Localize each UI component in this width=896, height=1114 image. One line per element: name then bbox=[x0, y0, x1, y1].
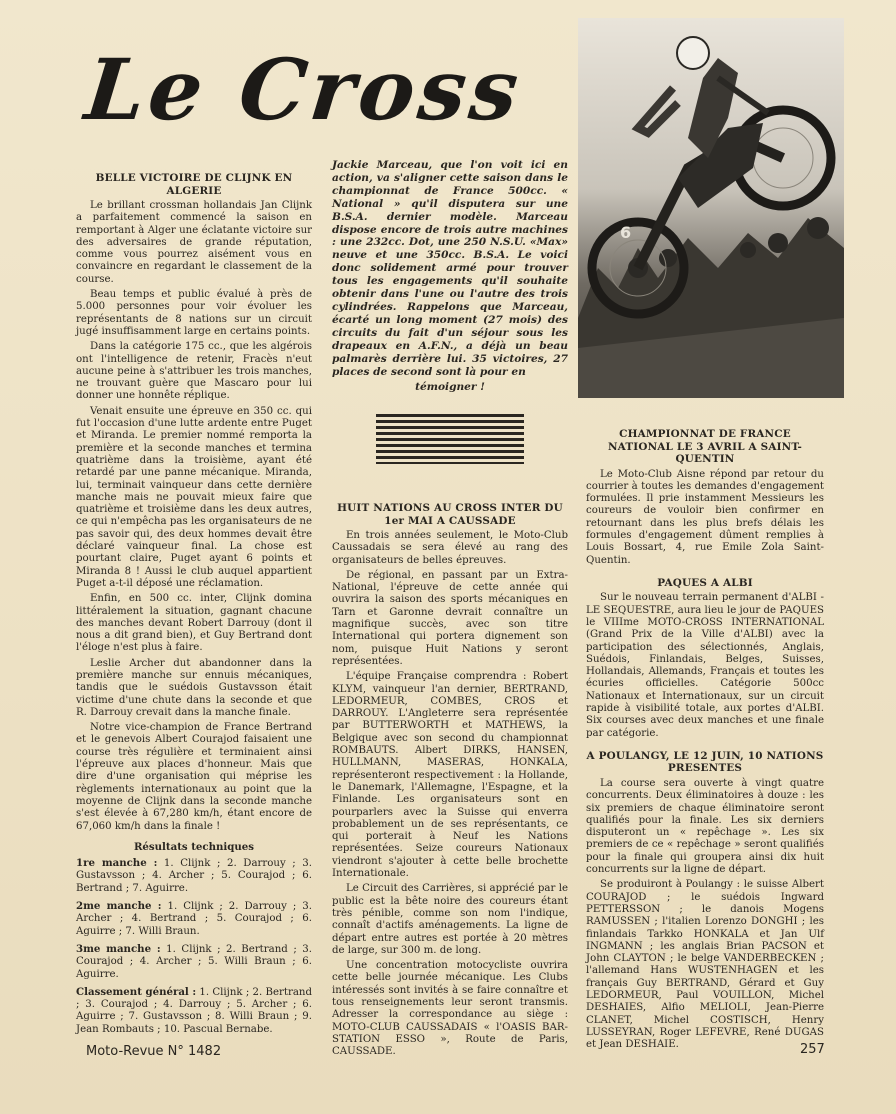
heading-algerie: BELLE VICTOIRE DE CLIJNK EN ALGERIE bbox=[95, 172, 293, 197]
heading-caussade: HUIT NATIONS AU CROSS INTER DU 1er MAI A CAUSSADE bbox=[337, 502, 563, 527]
heading-saint-quentin: CHAMPIONNAT DE FRANCE NATIONAL LE 3 AVRIL A SAINT-QUENTIN bbox=[607, 428, 803, 465]
results-list bbox=[76, 857, 312, 1036]
paragraph: Leslie Archer dut abandonner dans la première manche sur ennuis mécaniques, tandis que le suédois Gustavsson était victime d'une chute dans la seconde et que R. Darrouy crevait dans la manche finale. bbox=[76, 657, 312, 718]
result-text: 1. Clijnk ; 2. Darrouy ; 3. Archer ; 4. Bertrand ; 5. Courajod ; 6. Aguirre ; 7. Willi Braun. bbox=[76, 901, 312, 937]
result-label: 3me manche : bbox=[76, 942, 161, 955]
result-label: Classement général : bbox=[76, 985, 197, 998]
result-text: 1. Clijnk ; 2. Darrouy ; 3. Gustavsson ; 4. Archer ; 5. Courajod ; 6. Bertrand ; 7. Aguirre. bbox=[76, 858, 312, 894]
result-row bbox=[76, 900, 312, 938]
heading-poulangy: A POULANGY, LE 12 JUIN, 10 NATIONS PRESENTES bbox=[586, 749, 824, 775]
photo-caption bbox=[332, 159, 568, 397]
publication-footer: Moto-Revue N° 1482 bbox=[86, 1044, 222, 1059]
decorative-stripes bbox=[376, 414, 524, 464]
paragraph: Venait ensuite une épreuve en 350 cc. qui fut l'occasion d'une lutte ardente entre Puget et Miranda. Le premier nommé remporta la première et la seconde manches et termina quatrième dans la troisième, ayant été retardé par une panne mécanique. Miranda, lui, terminait vainqueur dans cette dernière manche mais ne pouvait mieux faire que quatrième et troisième dans les deux autres, ce qui n'empêcha pas les organisateurs de ne pas savoir qui, des deux hommes devait être déclaré vainqueur final. La chose est pourtant claire, Puget ayant 6 points et Miranda 8 ! Aussi le club auquel appartient Puget a-t-il déposé une réclamation. bbox=[76, 405, 312, 589]
result-label: 2me manche : bbox=[76, 900, 162, 913]
paragraph: De régional, en passant par un Extra-National, l'épreuve de cette année qui ouvrira la saison des sports mécaniques en Tarn et Garonne devrait connaître un magnifique succès, avec son titre International qui portera dignement son nom, puisque Huit Nations y seront représentées. bbox=[332, 569, 568, 667]
paragraph: Le Moto-Club Aisne répond par retour du courrier à toutes les demandes d'engagement formulées. Il prie instamment Messieurs les coureurs de vouloir bien confirmer en retournant dans les plus brefs délais les formules d'engagement dûment remplies à Louis Bossart, 4, rue Emile Zola Saint-Quentin. bbox=[586, 468, 824, 566]
paragraph: Sur le nouveau terrain permanent d'ALBI - LE SEQUESTRE, aura lieu le jour de PAQUES le VIIIme MOTO-CROSS INTERNATIONAL (Grand Prix de la Ville d'ALBI) avec la participation des sélectionnés, Anglais, Suédois, Finlandais, Belges, Suisses, Hollandais, Allemands, Français et toutes les écuries officielles. Catégorie 500cc Nationaux et Internationaux, sur un circuit rapide à visibilité totale, aux portes d'ALBI. Six courses avec deux manches et une finale par catégorie. bbox=[586, 592, 824, 739]
motocross-photo bbox=[578, 18, 844, 398]
results-heading: Résultats techniques bbox=[133, 840, 255, 853]
paragraph: La course sera ouverte à vingt quatre concurrents. Deux éliminatoires à douze : les six premiers de chaque éliminatoire seront qualifiés pour la finale. Les six derniers disputeront un « repêchage ». Les six premiers de ce « repêchage » seront qualifiés pour la finale qui groupera ainsi dix huit concurrents sur la ligne de départ. bbox=[586, 777, 824, 876]
paragraph: Le brillant crossman hollandais Jan Clijnk a parfaitement commencé la saison en remportant à Alger une éclatante victoire sur des adversaires de grande réputation, comme vous pourrez aisément vous en convaincre en regardant le classement de la course. bbox=[76, 200, 312, 285]
paragraph: Notre vice-champion de France Bertrand et le genevois Albert Courajod faisaient une course très régulière et terminaient ainsi l'épreuve aux places d'honneur. Mais que dire d'une organisation qui méprise les règlements internationaux au point que la moyenne de Clijnk dans la seconde manche s'est élevée à 67,280 km/h, étant encore de 67,060 km/h dans la finale ! bbox=[76, 722, 312, 832]
paragraph: Le Circuit des Carrières, si apprécié par le public est la bête noire des coureurs étant très pénible, comme son nom l'indique, connaît d'actifs aménagements. La ligne de départ entre autres est portée à 20 mètres de large, sur 300 m. de long. bbox=[332, 883, 568, 956]
svg-text:6: 6 bbox=[620, 223, 632, 242]
paragraph: L'équipe Française comprendra : Robert KLYM, vainqueur l'an dernier, BERTRAND, LEDORMEUR, COMBES, CROS et DARROUY. L'Angleterre sera représentée par BUTTERWORTH et MATHEWS, la Belgique avec son second du championnat ROMBAUTS. Albert DIRKS, HANSEN, HULLMANN, MASERAS, HONKALA, représenteront respectivement : la Hollande, le Danemark, l'Allemagne, l'Espagne, et la Finlande. Les organisateurs sont en pourparlers avec la Suisse qui enverra probablement un de ses représentants, ce qui porterait à Neuf les Nations représentées. Seize coureurs Nationaux viendront s'ajouter à cette belle brochette Internationale. bbox=[332, 671, 568, 880]
caption-last: témoigner ! bbox=[415, 381, 485, 394]
result-row bbox=[76, 857, 312, 895]
paragraph: Se produiront à Poulangy : le suisse Albert COURAJOD ; le suédois Ingward PETTERSSON ; le danois Mogens RAMUSSEN ; l'italien Lorenzo DONGHI ; les finlandais Tarkko HONKALA et Jan Ulf INGMANN ; les anglais Brian PACSON et John CLAYTON ; le belge VANDERBECKEN ; l'allemand Hans WUSTENHAGEN et les français Guy BERTRAND, Gérard et Guy LEDORMEUR, Paul VOUILLON, Michel DESHAIES, Alfio MELIOLI, Jean-Pierre CLANET, Michel COSTISCH, Henry LUSSEYRAN, Roger LEFEVRE, René DUGAS et Jean DESHAIE. bbox=[586, 879, 824, 1051]
result-row bbox=[76, 943, 312, 981]
paragraph: En trois années seulement, le Moto-Club Caussadais se sera élevé au rang des organisateurs de belles épreuves. bbox=[332, 530, 568, 566]
caption-text: Jackie Marceau, que l'on voit ici en action, va s'aligner cette saison dans le championnat de France 500cc. « National » qu'il disputera sur une B.S.A. dernier modèle. Marceau dispose encore de trois autre machines : une 232cc. Dot, une 250 N.S.U. «Max» neuve et une 350cc. B.S.A. Le voici donc solidement armé pour trouver tous les engagements qu'il souhaite obtenir dans l'une ou l'autre des trois cylindrées. Rappelons que Marceau, écarté un long moment (27 mois) des circuits du fait d'un séjour sous les drapeaux en A.F.N., a déjà un beau palmarès derrière lui. 35 victoires, 27 places de second sont là pour en bbox=[332, 159, 568, 378]
result-text: 1. Clijnk ; 2. Bertrand ; 3. Courajod ; 4. Darrouy ; 5. Archer ; 6. Aguirre ; 7. Gustavsson ; 8. Willi Braun ; 9. Jean Rombauts ; 10. Pascual Bernabe. bbox=[76, 986, 313, 1035]
column-right bbox=[586, 428, 824, 1054]
result-text: 1. Clijnk ; 2. Bertrand ; 3. Courajod ; 4. Archer ; 5. Willi Braun ; 6. Aguirre. bbox=[76, 943, 312, 980]
page-title: Le Cross bbox=[80, 40, 527, 139]
page-number: 257 bbox=[800, 1042, 825, 1057]
column-algerie bbox=[76, 172, 312, 1041]
paragraph: Enfin, en 500 cc. inter, Clijnk domina littéralement la situation, gagnant chacune des manches devant Robert Darrouy (dont il nous a dit grand bien), et Guy Bertrand dont l'éloge n'est plus à faire. bbox=[76, 593, 312, 654]
column-caussade bbox=[332, 502, 568, 1061]
paragraph: Beau temps et public évalué à près de 5.000 personnes pour voir évoluer les représentants de 8 nations sur un circuit jugé insuffisamment large en certains points. bbox=[76, 289, 312, 337]
result-row bbox=[76, 986, 312, 1036]
paragraph: Dans la catégorie 175 cc., que les algérois ont l'intelligence de retenir, Fracès n'eut aucune peine à s'attribuer les trois manches, ne trouvant guère que Mascaro pour lui donner une honnête réplique. bbox=[76, 341, 312, 402]
paragraph: Une concentration motocycliste ouvrira cette belle journée mécanique. Les Clubs intéressés sont invités à se faire connaître et tous renseignements leur seront transmis. Adresser la correspondance au siège : MOTO-CLUB CAUSSADAIS « l'OASIS BAR-STATION ESSO », Route de Paris, CAUSSADE. bbox=[332, 960, 568, 1058]
motocross-rider-image bbox=[578, 18, 844, 398]
heading-albi: PAQUES A ALBI bbox=[657, 576, 753, 589]
result-label: 1re manche : bbox=[76, 857, 158, 870]
